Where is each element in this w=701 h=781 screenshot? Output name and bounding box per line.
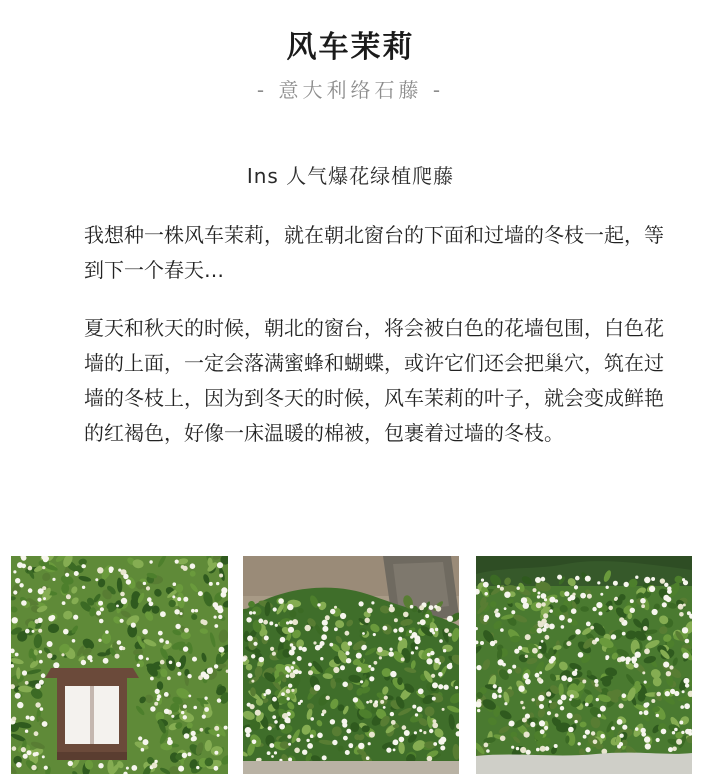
tagline: Ins 人气爆花绿植爬藤	[246, 164, 455, 188]
photo-jasmine-ground-cover-image	[476, 556, 692, 774]
stone-edge-icon	[476, 753, 692, 774]
photo-jasmine-wall-lamp	[11, 556, 228, 774]
photo-jasmine-wall-lamp-image	[11, 556, 228, 774]
page-subtitle: - 意大利络石藤 -	[256, 78, 445, 102]
intro-paragraph-2: 夏天和秋天的时候，朝北的窗台，将会被白色的花墙包围，白色花墙的上面，一定会落满蜜蜂和蝴蝶，或许它们还会把巢穴，筑在过墙的冬枝上，因为到冬天的时候，风车茉莉的叶子，就会变成鲜艳的红褐色，好像一床温暖的棉被，包裹着过墙的冬枝。	[84, 316, 664, 445]
intro-paragraph-1: 我想种一株风车茉莉，就在朝北窗台的下面和过墙的冬枝一起，等到下一个春天…	[84, 223, 664, 282]
photo-jasmine-shrub-tree	[243, 556, 459, 774]
wall-lamp-icon	[45, 668, 139, 760]
photo-jasmine-shrub-tree-image	[243, 556, 459, 774]
page-title: 风车茉莉	[286, 30, 415, 65]
photo-jasmine-ground-cover	[476, 556, 692, 774]
